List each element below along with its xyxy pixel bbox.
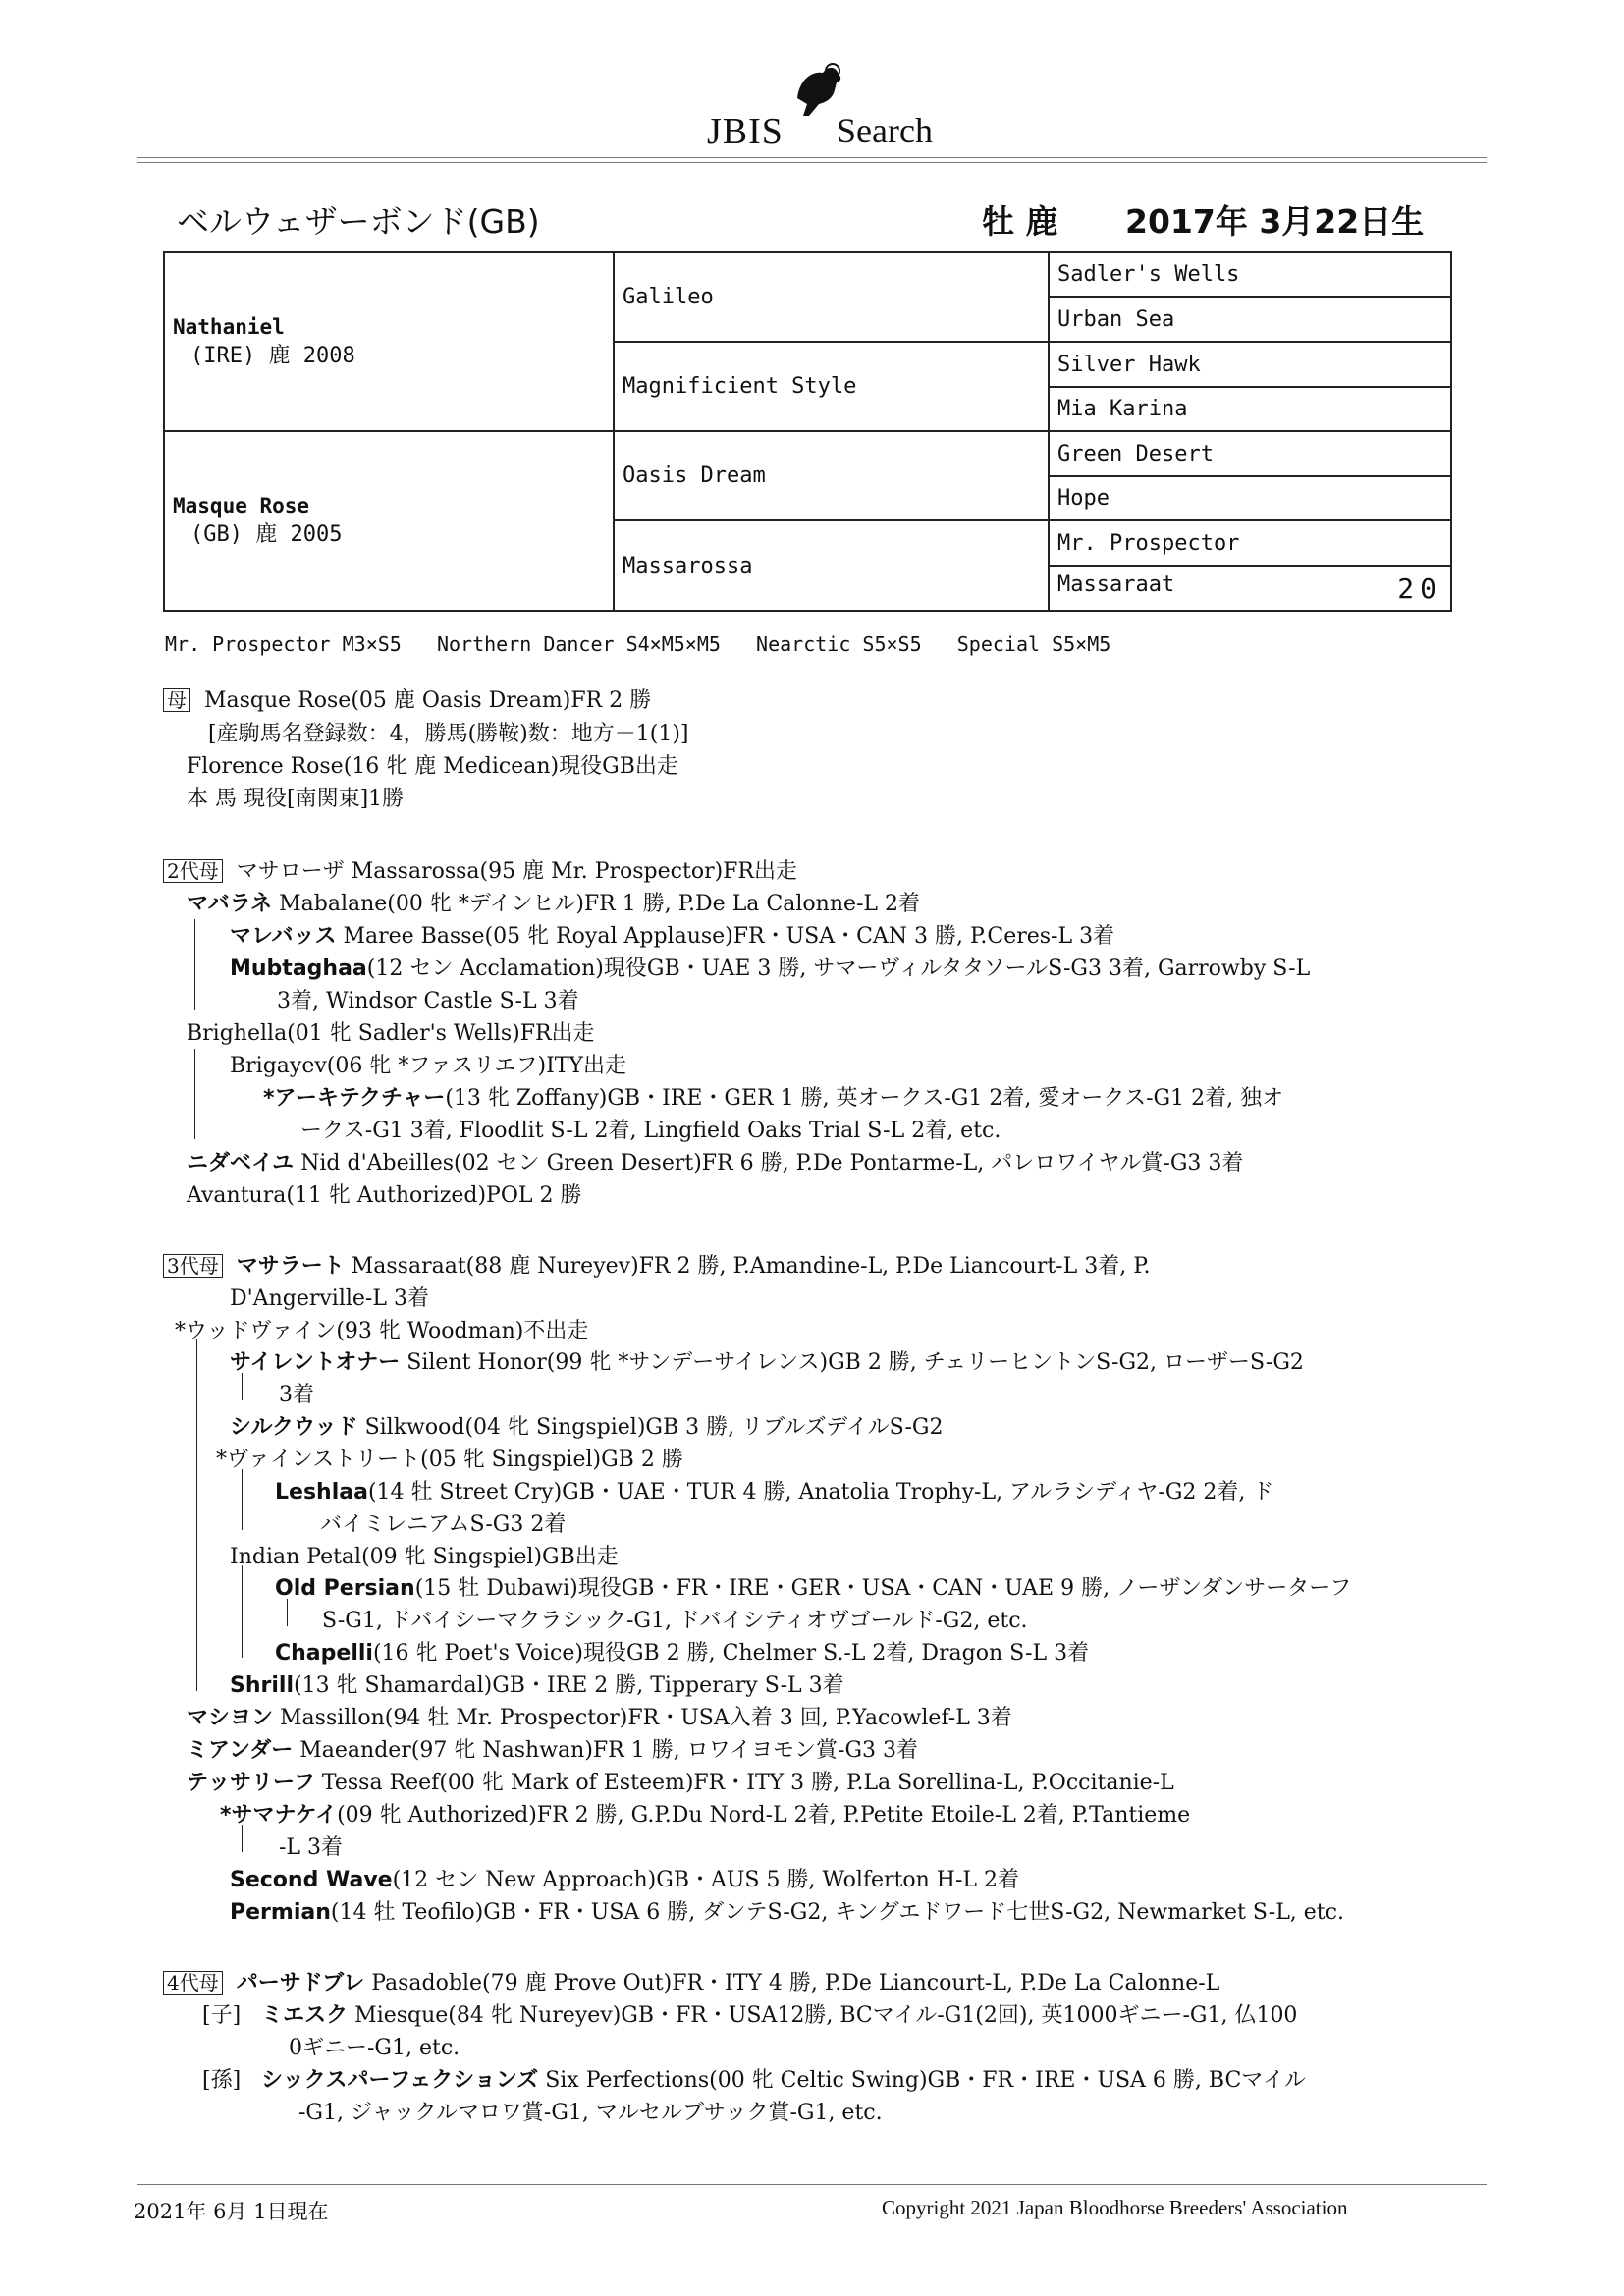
tree-bar bbox=[194, 919, 195, 1010]
n-line-20: Second Wave(12 セン New Approach)GB・AUS 5 勝, Wolferton H-L 2着 bbox=[230, 1868, 1020, 1892]
header-rule-2 bbox=[137, 162, 1487, 163]
section-dam bbox=[163, 683, 651, 714]
section-4th-dam: 4代母 パーサドブレ Pasadoble(79 鹿 Prove Out)FR・ITY 4 勝, P.De Liancourt-L, P.De La Calonne-L bbox=[163, 1966, 1219, 1996]
pedigree-table bbox=[163, 251, 1452, 612]
dam-line-4: 本 馬 現役[南関東]1勝 bbox=[187, 787, 405, 811]
tree-bar bbox=[242, 1469, 243, 1530]
m-line-7: Brigayev(06 牝 *ファスリエフ)ITY出走 bbox=[230, 1054, 626, 1078]
tree-bar bbox=[196, 1339, 197, 1691]
n-line-13: Chapelli(16 牝 Poet's Voice)現役GB 2 勝, Chelmer S.-L 2着, Dragon S-L 3着 bbox=[275, 1641, 1090, 1666]
gen3-cell-4: Mia Karina bbox=[1049, 387, 1451, 431]
jbis-logo bbox=[699, 61, 954, 154]
gen3-cell-2: Urban Sea bbox=[1049, 297, 1451, 342]
m-line-9: ークス-G1 3着, Floodlit S-L 2着, Lingfield Oaks Trial S-L 2着, etc. bbox=[300, 1119, 1001, 1143]
family-number: 20 bbox=[1397, 572, 1442, 605]
sire-info: (IRE) 鹿 2008 bbox=[190, 343, 355, 368]
section-label-3rd-dam: 3代母 bbox=[163, 1254, 223, 1278]
dam-cell bbox=[164, 431, 614, 611]
horse-name: ベルウェザーボンド(GB) bbox=[177, 202, 540, 241]
horse-birthdate: 2017年 3月22日生 bbox=[1125, 202, 1425, 241]
n-line-10: Indian Petal(09 牝 Singspiel)GB出走 bbox=[230, 1545, 619, 1569]
n-line-18: *サマナケイ(09 牝 Authorized)FR 2 勝, G.P.Du Nord-L 2着, P.Petite Etoile-L 2着, P.Tantieme bbox=[220, 1803, 1191, 1828]
n-line-16: ミアンダー Maeander(97 牝 Nashwan)FR 1 勝, ロワイヨモン賞-G3 3着 bbox=[187, 1738, 919, 1763]
dam-info: (GB) 鹿 2005 bbox=[190, 522, 343, 547]
m-line-8: *アーキテクチャー(13 牝 Zoffany)GB・IRE・GER 1 勝, 英オークス-G1 2着, 愛オークス-G1 2着, 独オ bbox=[263, 1086, 1284, 1111]
gen2-cell-3: Oasis Dream bbox=[614, 431, 1049, 520]
footer-rule bbox=[137, 2184, 1487, 2185]
tree-bar bbox=[287, 1599, 288, 1626]
gen2-cell-4: Massarossa bbox=[614, 520, 1049, 611]
gen3-cell-1: Sadler's Wells bbox=[1049, 252, 1451, 297]
section-3rd-dam: 3代母 マサラート Massaraat(88 鹿 Nureyev)FR 2 勝, P.Amandine-L, P.De Liancourt-L 3着, P. bbox=[163, 1249, 1151, 1280]
dam-line-2: [産駒馬名登録数：4，勝馬(勝鞍)数：地方－1(1)] bbox=[208, 722, 689, 746]
n-line-7: *ヴァインストリート(05 牝 Singspiel)GB 2 勝 bbox=[216, 1448, 683, 1472]
m-line-5: 3着, Windsor Castle S-L 3着 bbox=[277, 989, 579, 1013]
n-line-12: S-G1, ドバイシーマクラシック-G1, ドバイシティオヴゴールド-G2, etc. bbox=[322, 1609, 1028, 1633]
logo-jbis-text: JBIS bbox=[707, 111, 784, 152]
section-2nd-dam bbox=[163, 854, 797, 885]
n-line-14: Shrill(13 牝 Shamardal)GB・IRE 2 勝, Tipperary S-L 3着 bbox=[230, 1673, 844, 1698]
second-dam-line-1: マサローザ Massarossa(95 鹿 Mr. Prospector)FR出走 bbox=[236, 859, 797, 884]
gen3-cell-5: Green Desert bbox=[1049, 431, 1451, 476]
n-line-19: -L 3着 bbox=[279, 1835, 344, 1860]
n-line-17: テッサリーフ Tessa Reef(00 牝 Mark of Esteem)FR・ITY 3 勝, P.La Sorellina-L, P.Occitanie-L bbox=[187, 1771, 1174, 1795]
inbreeding-line: Mr. Prospector M3×S5 Northern Dancer S4×M5×M5 Nearctic S5×S5 Special S5×M5 bbox=[165, 632, 1111, 656]
m-line-6: Brighella(01 牝 Sadler's Wells)FR出走 bbox=[187, 1021, 595, 1046]
m-line-2: マバラネ Mabalane(00 牝 *デインヒル)FR 1 勝, P.De La Calonne-L 2着 bbox=[187, 892, 921, 916]
tree-bar bbox=[194, 1049, 195, 1139]
m-line-3: マレバッス Maree Basse(05 牝 Royal Applause)FR・USA・CAN 3 勝, P.Ceres-L 3着 bbox=[230, 924, 1115, 949]
gen3-cell-8-name: Massaraat bbox=[1057, 572, 1175, 597]
tree-bar bbox=[242, 1565, 243, 1658]
gen2-cell-1: Galileo bbox=[614, 252, 1049, 342]
p-line-3: 0ギニー-G1, etc. bbox=[289, 2036, 460, 2060]
gen3-cell-3: Silver Hawk bbox=[1049, 342, 1451, 387]
p-line-5: -G1, ジャックルマロワ賞-G1, マルセルブサック賞-G1, etc. bbox=[298, 2101, 883, 2125]
sire-cell bbox=[164, 252, 614, 431]
p-line-4: [孫] シックスパーフェクションズ Six Perfections(00 牝 Celtic Swing)GB・FR・IRE・USA 6 勝, BCマイル bbox=[202, 2068, 1306, 2093]
dam-line-1: Masque Rose(05 鹿 Oasis Dream)FR 2 勝 bbox=[204, 688, 652, 713]
n-line-5: 3着 bbox=[279, 1383, 314, 1407]
footer-copyright: Copyright 2021 Japan Bloodhorse Breeders' Association bbox=[882, 2196, 1348, 2219]
footer-date: 2021年 6月 1日現在 bbox=[134, 2200, 329, 2223]
dam-name: Masque Rose bbox=[173, 494, 310, 518]
n-line-15: マシヨン Massillon(94 牡 Mr. Prospector)FR・USA入着 3 回, P.Yacowlef-L 3着 bbox=[187, 1706, 1012, 1730]
dam-line-3: Florence Rose(16 牝 鹿 Medicean)現役GB出走 bbox=[187, 754, 678, 779]
sire-name: Nathaniel bbox=[173, 314, 285, 339]
n-line-4: サイレントオナー Silent Honor(99 牝 *サンデーサイレンス)GB 2 勝, チェリーヒントンS-G2, ローザーS-G2 bbox=[230, 1350, 1304, 1375]
n-line-2: D'Angerville-L 3着 bbox=[230, 1286, 429, 1311]
n-line-3: *ウッドヴァイン(93 牝 Woodman)不出走 bbox=[175, 1319, 589, 1343]
n-line-11: Old Persian(15 牡 Dubawi)現役GB・FR・IRE・GER・USA・CAN・UAE 9 勝, ノーザンダンサーターフ bbox=[275, 1576, 1352, 1601]
tree-bar bbox=[242, 1825, 243, 1852]
n-line-21: Permian(14 牡 Teofilo)GB・FR・USA 6 勝, ダンテS-G2, キングエドワード七世S-G2, Newmarket S-L, etc. bbox=[230, 1900, 1344, 1925]
section-label-dam: 母 bbox=[163, 688, 190, 712]
header-rule-1 bbox=[137, 157, 1487, 158]
m-line-10: ニダベイユ Nid d'Abeilles(02 セン Green Desert)FR 6 勝, P.De Pontarme-L, パレロワイヤル賞-G3 3着 bbox=[187, 1151, 1244, 1175]
p-line-2: [子] ミエスク Miesque(84 牝 Nureyev)GB・FR・USA12勝, BCマイル-G1(2回), 英1000ギニー-G1, 仏100 bbox=[202, 2003, 1298, 2028]
n-line-9: バイミレニアムS-G3 2着 bbox=[320, 1512, 567, 1537]
logo-search-text: Search bbox=[837, 111, 933, 150]
m-line-4: Mubtaghaa(12 セン Acclamation)現役GB・UAE 3 勝, サマーヴィルタタソールS-G3 3着, Garrowby S-L bbox=[230, 957, 1311, 981]
gen3-cell-8 bbox=[1049, 566, 1451, 611]
m-line-11: Avantura(11 牝 Authorized)POL 2 勝 bbox=[187, 1183, 582, 1208]
gen3-cell-6: Hope bbox=[1049, 476, 1451, 520]
horse-sex-color: 牡 鹿 bbox=[982, 202, 1058, 241]
tree-bar bbox=[242, 1373, 243, 1400]
section-label-4th-dam: 4代母 bbox=[163, 1971, 223, 1995]
gen2-cell-2: Magnificient Style bbox=[614, 342, 1049, 431]
gen3-cell-7: Mr. Prospector bbox=[1049, 520, 1451, 566]
n-line-6: シルクウッド Silkwood(04 牝 Singspiel)GB 3 勝, リブルズデイルS-G2 bbox=[230, 1415, 944, 1440]
section-label-2nd-dam: 2代母 bbox=[163, 859, 223, 883]
n-line-8: Leshlaa(14 牡 Street Cry)GB・UAE・TUR 4 勝, Anatolia Trophy-L, アルラシディヤ-G2 2着, ド bbox=[275, 1480, 1274, 1504]
